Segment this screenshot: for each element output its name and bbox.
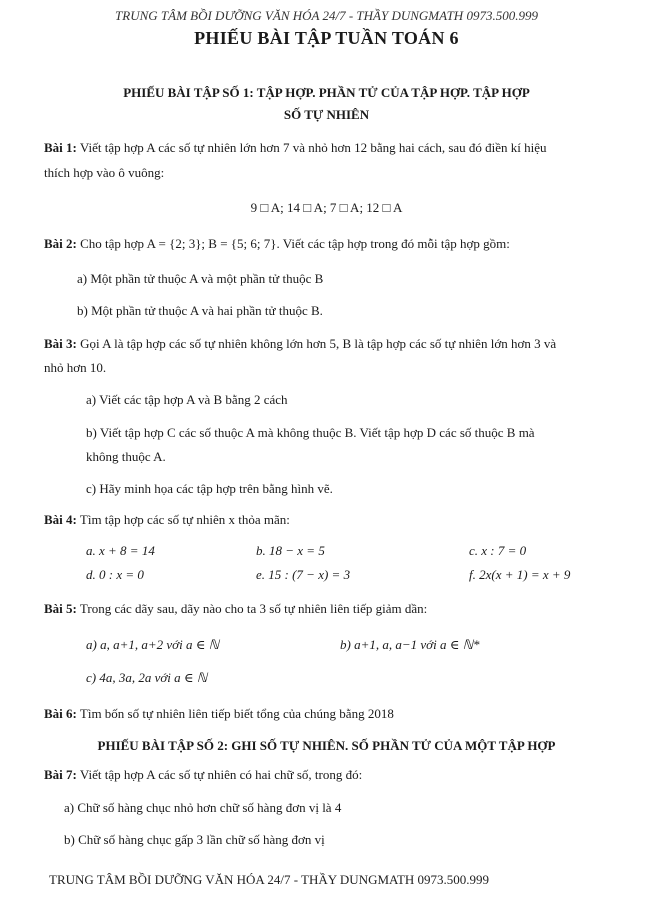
bai7-text: Viết tập hợp A các số tự nhiên có hai chữ số, trong đó: bbox=[76, 767, 363, 782]
bai1-symbols: 9 □ A; 14 □ A; 7 □ A; 12 □ A bbox=[250, 200, 403, 215]
bai5-b: b) a+1, a, a−1 với a ∈ ℕ* bbox=[340, 637, 480, 652]
bai4-item-b: b. 18 − x = 5 bbox=[256, 543, 325, 558]
bai3-line2: nhỏ hơn 10. bbox=[44, 360, 107, 375]
bai5-line bbox=[44, 601, 427, 617]
header-center-label: TRUNG TÂM BỒI DƯỠNG VĂN HÓA 24/7 - THẦY DUNGMATH 0973.500.999 bbox=[115, 8, 538, 23]
bai4-line bbox=[44, 512, 290, 528]
bai7-line bbox=[44, 767, 362, 783]
sheet1-title-line2: SỐ TỰ NHIÊN bbox=[283, 107, 370, 122]
bai7-label: Bài 7: bbox=[44, 767, 77, 782]
bai3-line1 bbox=[44, 336, 556, 352]
bai1-line1 bbox=[44, 140, 547, 156]
bai4-item-c: c. x : 7 = 0 bbox=[469, 543, 527, 558]
page-title: PHIẾU BÀI TẬP TUẦN TOÁN 6 bbox=[194, 28, 459, 48]
bai4-text: Tìm tập hợp các số tự nhiên x thỏa mãn: bbox=[76, 512, 290, 527]
bai2-b: b) Một phần tử thuộc A và hai phần tử thuộc B. bbox=[77, 303, 323, 318]
bai4-item-f: f. 2x(x + 1) = x + 9 bbox=[469, 567, 571, 582]
bai2-a: a) Một phần tử thuộc A và một phần tử thuộc B bbox=[77, 271, 324, 286]
bai2-line bbox=[44, 236, 510, 252]
bai5-text: Trong các dãy sau, dãy nào cho ta 3 số tự nhiên liên tiếp giảm dần: bbox=[76, 601, 428, 616]
bai4-item-a: a. x + 8 = 14 bbox=[86, 543, 155, 558]
bai6-text: Tìm bốn số tự nhiên liên tiếp biết tổng của chúng bằng 2018 bbox=[76, 706, 394, 721]
bai4-label: Bài 4: bbox=[44, 512, 77, 527]
bai7-b: b) Chữ số hàng chục gấp 3 lần chữ số hàng đơn vị bbox=[64, 832, 325, 847]
bai3-text: Gọi A là tập hợp các số tự nhiên không lớn hơn 5, B là tập hợp các số tự nhiên lớn hơn 3 và bbox=[76, 336, 557, 351]
bai1-label: Bài 1: bbox=[44, 140, 77, 155]
bai5-a: a) a, a+1, a+2 với a ∈ ℕ bbox=[86, 637, 219, 652]
sheet2-title: PHIẾU BÀI TẬP SỐ 2: GHI SỐ TỰ NHIÊN. SỐ PHẦN TỬ CỦA MỘT TẬP HỢP bbox=[97, 738, 556, 753]
bai2-label: Bài 2: bbox=[44, 236, 77, 251]
bai3-b-line2: không thuộc A. bbox=[86, 449, 166, 464]
bai5-c: c) 4a, 3a, 2a với a ∈ ℕ bbox=[86, 670, 208, 685]
bai3-b-line1: b) Viết tập hợp C các số thuộc A mà không thuộc B. Viết tập hợp D các số thuộc B mà bbox=[86, 425, 535, 440]
bai1-text: Viết tập hợp A các số tự nhiên lớn hơn 7 và nhỏ hơn 12 bằng hai cách, sau đó điền kí hiệu bbox=[76, 140, 547, 155]
sheet1-title-line1: PHIẾU BÀI TẬP SỐ 1: TẬP HỢP. PHẦN TỬ CỦA TẬP HỢP. TẬP HỢP bbox=[123, 85, 530, 100]
bai1-line2: thích hợp vào ô vuông: bbox=[44, 165, 165, 180]
bai3-a: a) Viết các tập hợp A và B bằng 2 cách bbox=[86, 392, 288, 407]
bai3-label: Bài 3: bbox=[44, 336, 77, 351]
bai4-item-d: d. 0 : x = 0 bbox=[86, 567, 144, 582]
bai6-line bbox=[44, 706, 394, 722]
bai4-item-e: e. 15 : (7 − x) = 3 bbox=[256, 567, 351, 582]
footer-text: TRUNG TÂM BỒI DƯỠNG VĂN HÓA 24/7 - THẦY DUNGMATH 0973.500.999 bbox=[49, 872, 490, 887]
bai6-label: Bài 6: bbox=[44, 706, 77, 721]
bai7-a: a) Chữ số hàng chục nhỏ hơn chữ số hàng đơn vị là 4 bbox=[64, 800, 342, 815]
bai5-label: Bài 5: bbox=[44, 601, 77, 616]
bai2-text: Cho tập hợp A = {2; 3}; B = {5; 6; 7}. Viết các tập hợp trong đó mỗi tập hợp gồm: bbox=[76, 236, 510, 251]
bai3-c: c) Hãy minh họa các tập hợp trên bằng hình vẽ. bbox=[86, 481, 333, 496]
